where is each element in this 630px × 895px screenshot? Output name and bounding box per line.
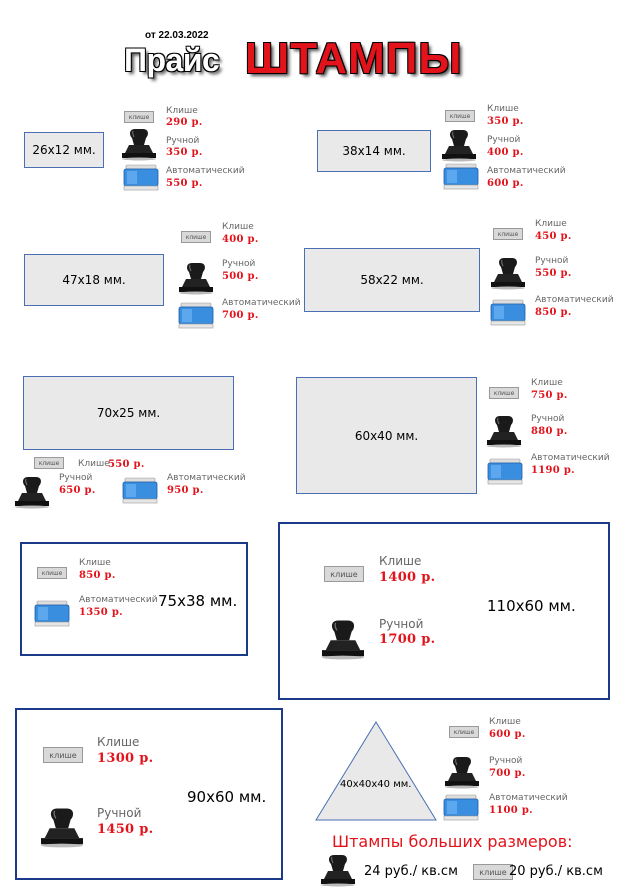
manual-label: Ручной [59, 473, 93, 483]
title-price: Прайс [124, 42, 220, 78]
auto-stamp-icon [123, 163, 159, 195]
cliche-label: Клише [78, 459, 110, 469]
manual-stamp-icon [119, 127, 159, 161]
price-manual-60x40: 880 р. [531, 426, 568, 437]
manual-label: Ручной [489, 756, 523, 766]
auto-label: Автоматический [535, 295, 614, 305]
size-box-58x22: 58x22 мм. [304, 248, 480, 312]
auto-stamp-icon [490, 298, 526, 330]
cliche-label: Клише [379, 554, 422, 568]
price-manual-70x25: 650 р. [59, 485, 96, 496]
manual-stamp-icon [488, 256, 528, 290]
auto-stamp-icon [443, 793, 479, 825]
cliche-label: Клише [535, 219, 567, 229]
auto-label: Автоматический [489, 793, 568, 803]
manual-stamp-icon [12, 475, 52, 509]
cliche-icon: клише [445, 110, 475, 122]
manual-label: Ручной [487, 135, 521, 145]
price-manual-90x60: 1450 р. [97, 822, 154, 837]
size-box-47x18: 47x18 мм. [24, 254, 164, 306]
stamp-rate: 24 руб./ кв.см [364, 864, 458, 879]
auto-stamp-icon [487, 457, 523, 489]
price-auto-60x40: 1190 р. [531, 465, 575, 476]
price-auto-38x14: 600 р. [487, 178, 524, 189]
size-label-75x38: 75x38 мм. [158, 592, 238, 610]
price-manual-110x60: 1700 р. [379, 632, 436, 647]
cliche-icon: клише [181, 231, 211, 243]
cliche-label: Клише [79, 558, 111, 568]
cliche-label: Клише [166, 106, 198, 116]
auto-label: Автоматический [79, 595, 158, 605]
manual-stamp-icon [318, 618, 368, 660]
manual-stamp-icon [176, 261, 216, 295]
price-auto-47x18: 700 р. [222, 310, 259, 321]
cliche-icon: клише [124, 111, 154, 123]
price-cliche-47x18: 400 р. [222, 234, 259, 245]
cliche-icon: клише [43, 747, 83, 763]
price-cliche-110x60: 1400 р. [379, 570, 436, 585]
auto-stamp-icon [122, 476, 158, 508]
auto-label: Автоматический [487, 166, 566, 176]
cliche-label: Клише [487, 104, 519, 114]
size-label-90x60: 90x60 мм. [187, 788, 267, 806]
cliche-label: Клише [531, 378, 563, 388]
manual-label: Ручной [535, 256, 569, 266]
price-auto-40x40x40: 1100 р. [489, 805, 533, 816]
price-manual-38x14: 400 р. [487, 147, 524, 158]
price-manual-58x22: 550 р. [535, 268, 572, 279]
price-auto-70x25: 950 р. [167, 485, 204, 496]
price-cliche-90x60: 1300 р. [97, 751, 154, 766]
cliche-icon: клише [449, 726, 479, 738]
manual-stamp-icon [318, 853, 358, 887]
price-manual-47x18: 500 р. [222, 271, 259, 282]
auto-stamp-icon [443, 162, 479, 194]
manual-label: Ручной [97, 806, 142, 820]
auto-stamp-icon [34, 599, 70, 631]
size-label-110x60: 110x60 мм. [487, 597, 576, 615]
price-cliche-40x40x40: 600 р. [489, 729, 526, 740]
triangle-shape [314, 720, 438, 822]
size-label-40x40x40: 40x40x40 мм. [340, 779, 412, 790]
price-cliche-58x22: 450 р. [535, 231, 572, 242]
cliche-icon: клише [489, 387, 519, 399]
manual-label: Ручной [222, 259, 256, 269]
size-box-38x14: 38x14 мм. [317, 130, 431, 172]
manual-label: Ручной [166, 136, 200, 146]
cliche-label: Клише [97, 735, 140, 749]
manual-label: Ручной [531, 414, 565, 424]
price-cliche-26x12: 290 р. [166, 117, 203, 128]
manual-stamp-icon [442, 755, 482, 789]
price-manual-40x40x40: 700 р. [489, 768, 526, 779]
cliche-rate: 20 руб./ кв.см [509, 864, 603, 879]
cliche-icon: клише [493, 228, 523, 240]
size-box-26x12: 26x12 мм. [24, 132, 104, 168]
manual-stamp-icon [439, 128, 479, 162]
cliche-icon: клише [473, 864, 513, 880]
manual-stamp-icon [37, 806, 87, 848]
manual-stamp-icon [484, 414, 524, 448]
auto-label: Автоматический [166, 166, 245, 176]
cliche-label: Клише [489, 717, 521, 727]
auto-stamp-icon [178, 301, 214, 333]
price-cliche-38x14: 350 р. [487, 116, 524, 127]
price-auto-26x12: 550 р. [166, 178, 203, 189]
price-auto-58x22: 850 р. [535, 307, 572, 318]
price-manual-26x12: 350 р. [166, 147, 203, 158]
price-cliche-70x25: 550 р. [108, 459, 145, 470]
size-box-70x25: 70x25 мм. [23, 376, 234, 450]
large-stamps-heading: Штампы больших размеров: [332, 832, 573, 851]
price-cliche-60x40: 750 р. [531, 390, 568, 401]
date-label: от 22.03.2022 [145, 30, 209, 41]
auto-label: Автоматический [167, 473, 246, 483]
price-cliche-75x38: 850 р. [79, 570, 116, 581]
auto-label: Автоматический [222, 298, 301, 308]
cliche-icon: клише [324, 566, 364, 582]
price-auto-75x38: 1350 р. [79, 607, 123, 618]
auto-label: Автоматический [531, 453, 610, 463]
cliche-label: Клише [222, 222, 254, 232]
cliche-icon: клише [37, 567, 67, 579]
cliche-icon: клише [34, 457, 64, 469]
title-stamps: ШТАМПЫ [245, 34, 463, 83]
size-box-60x40: 60x40 мм. [296, 377, 477, 494]
manual-label: Ручной [379, 617, 424, 631]
